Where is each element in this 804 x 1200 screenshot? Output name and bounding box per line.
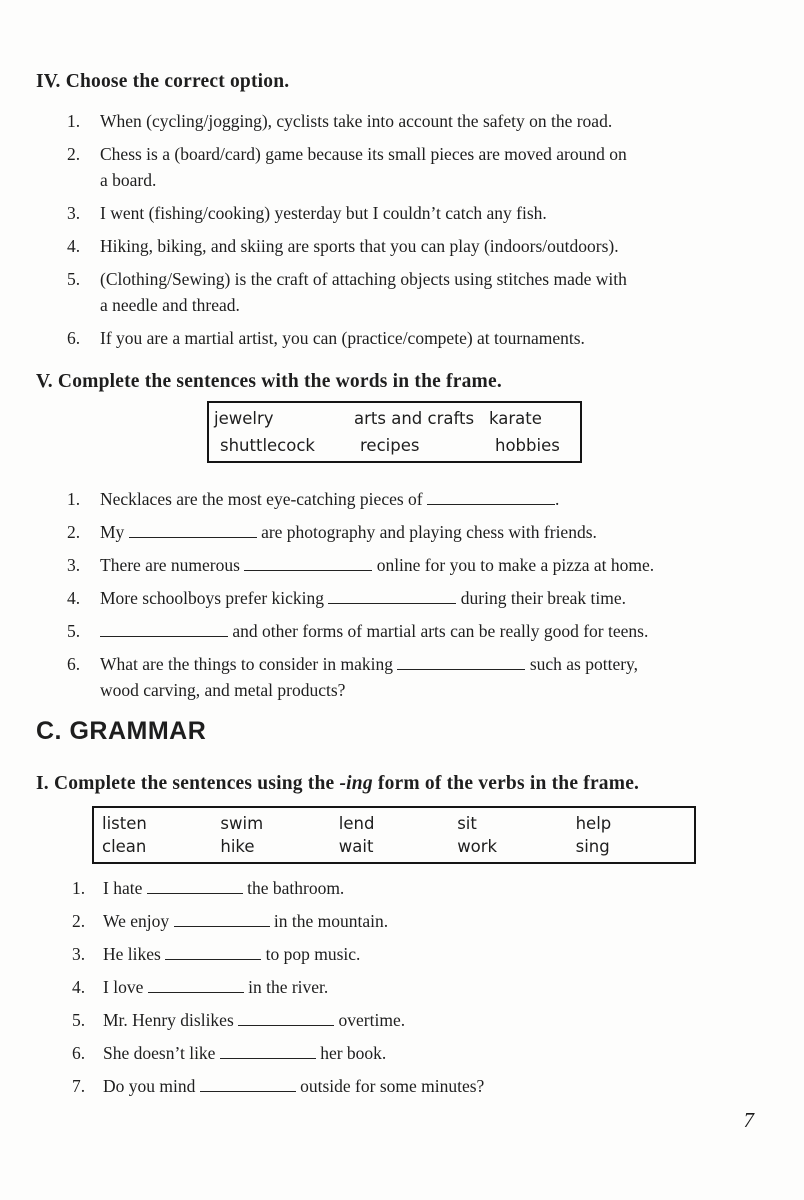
frame-word: work [457,837,498,856]
list-item [36,325,752,351]
list-item [36,941,752,967]
item-text-post: in the mountain. [269,911,389,931]
item-text: When (cycling/jogging), cyclists take into account the safety on the road. [100,111,613,131]
item-text-post: to pop music. [261,944,361,964]
item-text-pre: There are numerous [100,555,245,575]
item-text-post: and other forms of martial arts can be really good for teens. [228,621,649,641]
list-item [36,908,752,934]
item-text-pre: I hate [103,878,147,898]
item-number: 4. [67,588,81,608]
frame-row [102,835,694,858]
item-text-pre: Necklaces are the most eye-catching pieces of [100,489,427,509]
item-text-line2: a board. [100,170,157,190]
item-text-pre: Do you mind [103,1076,200,1096]
item-text-post: her book. [315,1043,387,1063]
frame-word: karate [489,409,542,428]
item-number: 2. [72,911,86,931]
list-item [36,585,752,611]
item-text-pre: He likes [103,944,166,964]
item-text: I went (fishing/cooking) yesterday but I couldn’t catch any fish. [100,203,547,223]
item-number: 5. [67,269,81,289]
frame-word: jewelry [214,409,274,428]
frame-word: lend [338,814,375,833]
frame-row [102,812,694,835]
item-text-post: in the river. [243,977,329,997]
answer-blank [200,1079,296,1092]
answer-blank [244,558,372,571]
answer-blank [220,1046,316,1059]
item-number: 1. [67,111,81,131]
grammar-i-title [36,770,752,797]
list-item [36,552,752,578]
frame-word: arts and crafts [354,409,475,428]
list-item [36,486,752,512]
answer-blank [174,914,270,927]
frame-word: clean [102,837,147,856]
list-item [36,651,752,703]
item-number: 1. [72,878,86,898]
item-text-post: such as pottery, [525,654,639,674]
item-text-post: online for you to make a pizza at home. [372,555,655,575]
section-iv-list [36,108,752,351]
item-number: 4. [67,236,81,256]
list-item [36,974,752,1000]
grammar-i-list [36,875,752,1099]
item-text-post: overtime. [334,1010,406,1030]
item-text-post: . [555,489,560,509]
item-number: 3. [67,555,81,575]
item-number: 1. [67,489,81,509]
item-number: 6. [67,328,81,348]
answer-blank [238,1013,334,1026]
item-text-pre: My [100,522,129,542]
item-number: 6. [67,654,81,674]
list-item [36,1073,752,1099]
list-item [36,200,752,226]
item-number: 4. [72,977,86,997]
word-frame-v [207,401,582,463]
grammar-i-title-ing: -ing [339,773,373,794]
frame-word: swim [220,814,264,833]
frame-word: wait [338,837,374,856]
list-item [36,519,752,545]
section-v-list [36,486,752,703]
frame-row [214,432,580,459]
item-number: 5. [67,621,81,641]
item-text-pre: Mr. Henry dislikes [103,1010,239,1030]
item-text-pre: She doesn’t like [103,1043,220,1063]
frame-word: sing [575,837,610,856]
item-number: 2. [67,522,81,542]
answer-blank [129,525,257,538]
item-text-post: are photography and playing chess with friends. [256,522,597,542]
frame-word: recipes [360,436,420,455]
section-c-title: C. GRAMMAR [36,717,207,745]
list-item [36,1007,752,1033]
item-number: 6. [72,1043,86,1063]
frame-word: hike [220,837,255,856]
item-text-pre: What are the things to consider in making [100,654,398,674]
frame-word: hobbies [495,436,560,455]
list-item [36,1040,752,1066]
item-number: 5. [72,1010,86,1030]
answer-blank [100,624,228,637]
item-text-pre: We enjoy [103,911,174,931]
item-number: 3. [67,203,81,223]
frame-word: shuttlecock [220,436,315,455]
frame-word: help [575,814,612,833]
list-item [36,618,752,644]
grammar-i-title-post: form of the verbs in the frame. [372,773,640,794]
answer-blank [427,492,555,505]
verb-frame-grammar [92,806,696,864]
item-text: Chess is a (board/card) game because its small pieces are moved around on [100,144,627,164]
item-text-pre: I love [103,977,148,997]
answer-blank [147,881,243,894]
section-v-title: V. Complete the sentences with the words in the frame. [36,371,502,392]
list-item [36,266,752,318]
item-text-line2: a needle and thread. [100,295,240,315]
frame-word: sit [457,814,477,833]
page-number: 7 [743,1108,754,1132]
item-text: If you are a martial artist, you can (practice/compete) at tournaments. [100,328,585,348]
item-text-line2: wood carving, and metal products? [100,680,346,700]
answer-blank [328,591,456,604]
frame-row [214,405,580,432]
item-number: 7. [72,1076,86,1096]
answer-blank [148,980,244,993]
grammar-i-title-pre: I. Complete the sentences using the [36,773,340,794]
item-text-post: outside for some minutes? [295,1076,485,1096]
item-number: 3. [72,944,86,964]
item-text-pre: More schoolboys prefer kicking [100,588,329,608]
list-item [36,141,752,193]
frame-word: listen [102,814,147,833]
section-iv-title: IV. Choose the correct option. [36,71,290,92]
item-number: 2. [67,144,81,164]
answer-blank [165,947,261,960]
item-text: Hiking, biking, and skiing are sports that you can play (indoors/outdoors). [100,236,619,256]
answer-blank [397,657,525,670]
item-text: (Clothing/Sewing) is the craft of attaching objects using stitches made with [100,269,627,289]
item-text-post: the bathroom. [242,878,345,898]
item-text-post: during their break time. [456,588,627,608]
list-item [36,233,752,259]
list-item [36,108,752,134]
list-item [36,875,752,901]
